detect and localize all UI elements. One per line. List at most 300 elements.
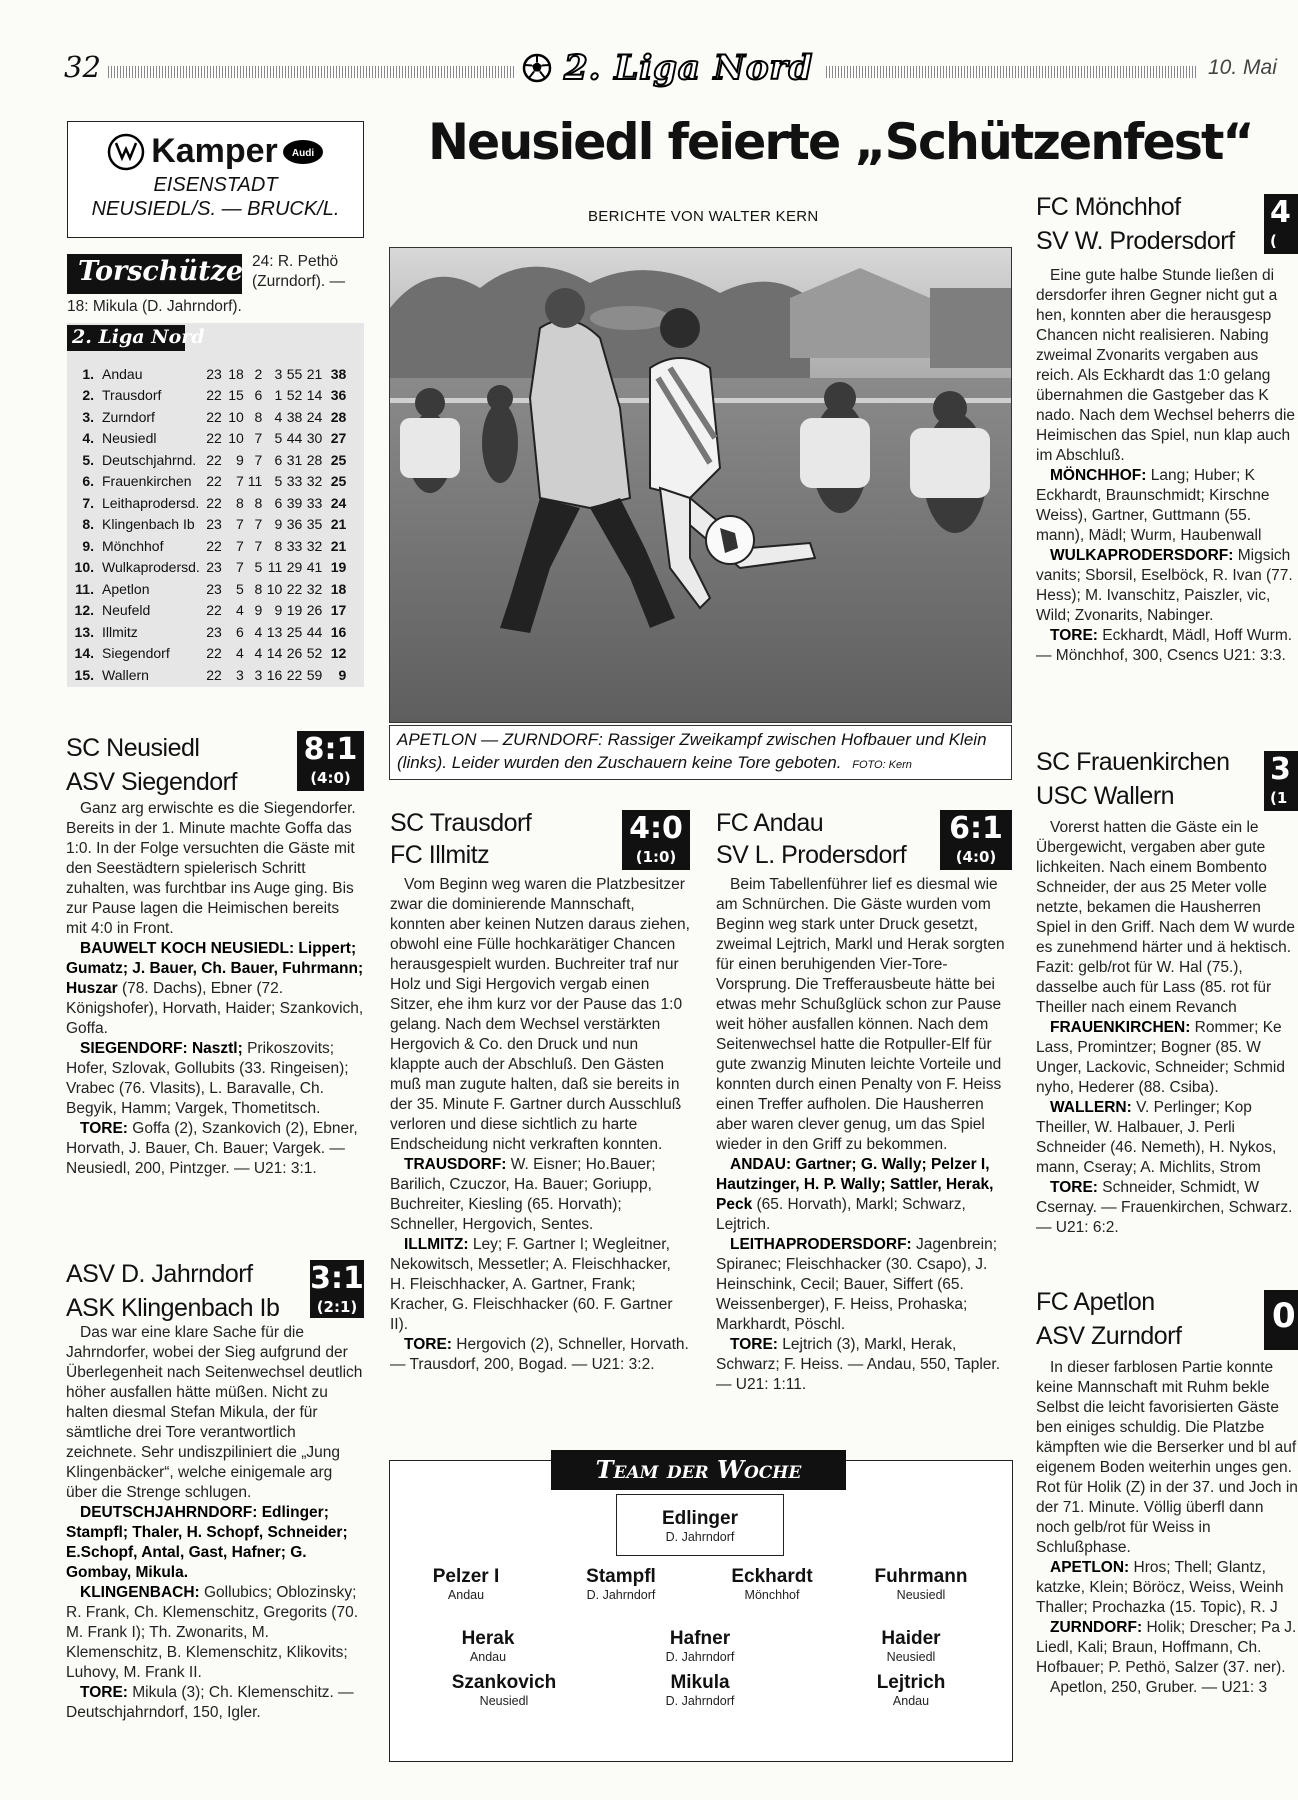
standings-row — [72, 557, 348, 579]
report-apetlon — [1036, 1358, 1298, 1698]
totw-player-10 — [634, 1672, 766, 1709]
report-lead: ZURNDORF: — [1050, 1619, 1143, 1636]
stat-cell: 11 — [247, 473, 263, 490]
totw-player-name: Szankovich — [451, 1672, 557, 1693]
totw-player-1 — [616, 1508, 784, 1545]
match-jahrndorf-home: ASV D. Jahrndorf — [66, 1260, 253, 1288]
standings-row — [72, 385, 348, 407]
score-box-frauenkirchen — [1264, 751, 1298, 811]
report-lead: ANDAU: Gartner; G. Wally; Pelzer I, Hautzinger, H. P. Wally; Sattler, Herak, Peck — [716, 1156, 994, 1213]
stat-cell: 30 — [306, 430, 323, 447]
report-lead: WALLERN: — [1050, 1099, 1132, 1116]
report-lead: ILLMITZ: — [404, 1236, 469, 1253]
scorers-line-2: 18: Mikula (D. Jahrndorf). — [67, 298, 242, 315]
team-cell: Neufeld — [102, 602, 151, 619]
rank-cell: 4. — [82, 430, 94, 447]
report-paragraph — [390, 1155, 690, 1235]
score-box-apetlon — [1264, 1290, 1298, 1350]
match-apetlon-home: FC Apetlon — [1036, 1288, 1155, 1316]
stat-cell: 8 — [274, 537, 283, 554]
stat-cell: 44 — [306, 623, 323, 640]
report-paragraph — [66, 799, 364, 939]
points-cell: 16 — [330, 623, 347, 640]
header-rule-right — [826, 66, 1196, 78]
report-lead: TORE: — [1050, 1179, 1098, 1196]
stat-cell: 5 — [274, 473, 283, 490]
totw-player-name: Pelzer I — [432, 1566, 500, 1587]
stat-cell: 7 — [254, 430, 263, 447]
report-paragraph — [66, 1683, 364, 1723]
team-cell: Apetlon — [102, 580, 150, 597]
rank-cell: 1. — [82, 365, 94, 382]
report-paragraph — [390, 1235, 690, 1335]
stat-cell: 11 — [267, 559, 283, 576]
score-jahrndorf: 3:1 — [310, 1261, 364, 1296]
team-cell: Andau — [102, 365, 143, 382]
report-paragraph — [1036, 626, 1298, 666]
match-trausdorf-home: SC Trausdorf — [390, 809, 532, 837]
stat-cell: 22 — [206, 537, 222, 554]
report-paragraph — [66, 1503, 364, 1583]
report-paragraph — [1036, 1678, 1298, 1698]
stat-cell: 6 — [274, 451, 283, 468]
totw-player-8 — [845, 1628, 977, 1665]
stat-cell: 21 — [306, 365, 323, 382]
stat-cell: 38 — [286, 408, 303, 425]
header-rule-left — [108, 66, 516, 78]
points-cell: 27 — [330, 430, 347, 447]
rank-cell: 11. — [75, 580, 94, 597]
section-title: 2. Liga Nord — [564, 48, 814, 88]
totw-player-club: D. Jahrndorf — [665, 1694, 735, 1708]
totw-player-club: D. Jahrndorf — [586, 1588, 656, 1602]
team-cell: Klingenbach Ib — [102, 516, 195, 533]
stat-cell: 4 — [236, 645, 244, 662]
report-paragraph — [1036, 546, 1298, 626]
stat-cell: 7 — [236, 516, 244, 533]
totw-player-name: Stampfl — [586, 1566, 656, 1587]
standings-row — [72, 535, 348, 557]
stat-cell: 26 — [306, 602, 323, 619]
section-logo — [522, 48, 813, 88]
kamper-ad — [67, 121, 364, 238]
points-cell: 21 — [330, 537, 347, 554]
points-cell: 19 — [330, 559, 347, 576]
points-cell: 12 — [330, 645, 347, 662]
photo-credit: FOTO: Kern — [852, 759, 912, 771]
score-box-andau — [940, 810, 1012, 870]
report-lead: TORE: — [1050, 627, 1098, 644]
stat-cell: 26 — [286, 645, 303, 662]
stat-cell: 33 — [306, 494, 323, 511]
stat-cell: 23 — [206, 580, 222, 597]
stat-cell: 7 — [254, 451, 263, 468]
stat-cell: 59 — [306, 666, 323, 683]
score-moenchhof: 4 — [1270, 195, 1291, 230]
rank-cell: 3. — [82, 408, 94, 425]
half-score-trausdorf: (1:0) — [635, 848, 677, 866]
rank-cell: 10. — [74, 559, 94, 576]
stat-cell: 4 — [274, 408, 283, 425]
report-neusiedl — [66, 799, 364, 1179]
totw-player-club: D. Jahrndorf — [665, 1650, 735, 1664]
stat-cell: 7 — [236, 473, 244, 490]
totw-player-name: Eckhardt — [731, 1566, 813, 1587]
report-paragraph — [716, 1155, 1013, 1235]
points-cell: 28 — [330, 408, 347, 425]
report-paragraph — [66, 1583, 364, 1683]
stat-cell: 41 — [306, 559, 323, 576]
rank-cell: 9. — [82, 537, 94, 554]
report-paragraph — [1036, 1358, 1298, 1558]
score-box-trausdorf — [622, 810, 690, 870]
stat-cell: 8 — [236, 494, 244, 511]
report-text: Schneider, Schmidt, W Csernay. — Frauenkirchen, Schwarz. — U21: 6:2. — [1036, 1179, 1293, 1236]
page-number: 32 — [64, 50, 101, 84]
totw-player-name: Edlinger — [661, 1508, 738, 1529]
report-trausdorf — [390, 875, 690, 1375]
stat-cell: 3 — [236, 666, 244, 683]
standings-row — [72, 664, 348, 686]
stat-cell: 23 — [206, 365, 222, 382]
half-score-moenchhof: ( — [1270, 232, 1277, 250]
photo-caption — [397, 728, 1007, 777]
report-text: Apetlon, 250, Gruber. — U21: 3 — [1050, 1679, 1268, 1696]
report-lead: TORE: — [80, 1684, 128, 1701]
byline: BERICHTE VON WALTER KERN — [588, 208, 819, 225]
match-andau-away: SV L. Prodersdorf — [716, 841, 907, 869]
stat-cell: 7 — [236, 537, 244, 554]
rank-cell: 7. — [82, 494, 94, 511]
report-text: W. Eisner; Ho.Bauer; Barilich, Czuczor, Ha. Bauer; Goriupp, Buchreiter, Kiesling (65. Horvath); Schneller, Hergovich, Sentes. — [390, 1156, 656, 1233]
stat-cell: 22 — [206, 408, 222, 425]
stat-cell: 3 — [274, 365, 283, 382]
points-cell: 21 — [330, 516, 347, 533]
team-of-week-title: Team der Woche — [595, 1455, 802, 1484]
score-frauenkirchen: 3 — [1270, 752, 1291, 787]
standings-row — [72, 363, 348, 385]
stat-cell: 4 — [254, 623, 263, 640]
report-text: Lang; Huber; K Eckhardt, Braunschmidt; Kirschne Weiss), Gartner, Guttmann (55. mann), Mädl; Wurm, Haubenwall — [1036, 467, 1270, 544]
team-cell: Trausdorf — [102, 387, 162, 404]
score-trausdorf: 4:0 — [629, 811, 683, 846]
stat-cell: 22 — [206, 494, 222, 511]
report-text: Hergovich (2), Schneller, Horvath. — Trausdorf, 200, Bogad. — U21: 3:2. — [390, 1336, 689, 1373]
totw-player-3 — [555, 1566, 687, 1603]
stat-cell: 24 — [306, 408, 323, 425]
stat-cell: 9 — [236, 451, 244, 468]
standings-row — [72, 449, 348, 471]
report-paragraph — [1036, 1558, 1298, 1618]
score-neusiedl: 8:1 — [303, 732, 358, 767]
stat-cell: 39 — [286, 494, 303, 511]
report-text: Beim Tabellenführer lief es diesmal wie am Schnürchen. Die Gäste wurden vom Beginn weg stark unter Druck gesetzt, zweimal Lejtrich, Markl und Herak sorgten für einen beruhigenden Vier-Tore-Vorsprung. Die Trefferausbeute hätte bei etwas mehr Schußglück schon zur Pause weit höher ausfallen können. Nach dem Seitenwechsel hatte die Rotpuller-Elf für gute zwanzig Minuten leichte Vorteile und konnten durch einen Penalty von F. Heiss einen Treffer aufholen. Die Hausherren aber waren clever genug, um das Spiel wieder in den Griff zu bekommen. — [716, 876, 1005, 1153]
rank-cell: 6. — [82, 473, 94, 490]
totw-player-club: Neusiedl — [479, 1694, 529, 1708]
stat-cell: 22 — [206, 645, 222, 662]
match-frauenkirchen-away: USC Wallern — [1036, 782, 1175, 810]
report-lead: FRAUENKIRCHEN: — [1050, 1019, 1191, 1036]
scorers-title: Torschützen — [78, 256, 263, 287]
standings-row — [72, 578, 348, 600]
stat-cell: 14 — [306, 387, 323, 404]
report-paragraph — [1036, 466, 1298, 546]
right-column — [1030, 190, 1298, 1800]
report-jahrndorf — [66, 1323, 364, 1723]
stat-cell: 22 — [286, 666, 303, 683]
stat-cell: 4 — [236, 602, 244, 619]
vw-logo-icon — [107, 133, 145, 171]
stat-cell: 33 — [286, 537, 303, 554]
report-frauenkirchen — [1036, 818, 1298, 1238]
report-text: Eine gute halbe Stunde ließen di dersdorfer ihren Gegner nicht gut a hen, konnten aber die herausgesp Chancen nicht realisieren. Nabing zweimal Zvonarits vergaben aus reich. Als Eckhardt das 1:0 gelang übernahmen die Gastgeber das K nado. Nach dem Wechsel beherrs die Heimischen das Spiel, nun klap auch im Abschluß. — [1036, 267, 1296, 464]
totw-player-club: Andau — [892, 1694, 930, 1708]
report-paragraph — [1036, 1018, 1298, 1098]
report-paragraph — [66, 939, 364, 1039]
stat-cell: 7 — [254, 537, 263, 554]
totw-player-club: Neusiedl — [886, 1650, 936, 1664]
report-lead: APETLON: — [1050, 1559, 1130, 1576]
stat-cell: 29 — [286, 559, 303, 576]
match-moenchhof-home: FC Mönchhof — [1036, 193, 1181, 221]
report-lead: BAUWELT KOCH NEUSIEDL: Lippert; Gumatz; J. Bauer, Ch. Bauer, Fuhrmann; Huszar — [66, 940, 364, 997]
stat-cell: 7 — [236, 559, 244, 576]
totw-player-club: Andau — [447, 1588, 485, 1602]
stat-cell: 9 — [274, 602, 283, 619]
stat-cell: 10 — [228, 408, 244, 425]
totw-player-name: Hafner — [669, 1628, 731, 1649]
stat-cell: 52 — [286, 387, 303, 404]
points-cell: 25 — [330, 451, 347, 468]
points-cell: 9 — [338, 666, 347, 683]
report-paragraph — [716, 1335, 1013, 1395]
totw-player-club: Andau — [469, 1650, 507, 1664]
stat-cell: 9 — [274, 516, 283, 533]
match-frauenkirchen-home: SC Frauenkirchen — [1036, 748, 1230, 776]
totw-player-5 — [855, 1566, 987, 1603]
report-text: Holik; Drescher; Pa J. Liedl, Kali; Braun, Hoffmann, Ch. Hofbauer; P. Pethö, Salzer (37. ner). — [1036, 1619, 1297, 1676]
points-cell: 18 — [330, 580, 347, 597]
report-text: Ganz arg erwischte es die Siegendorfer. Bereits in der 1. Minute machte Goffa das 1:0. In der Folge versuchten die Gäste mit den Seestädtern spielerisch Schritt zuhalten, was furchtbar ins Auge ging. Bis zur Pause lagen die Heimischen bereits mit 4:0 in Front. — [66, 800, 356, 937]
report-moenchhof — [1036, 266, 1298, 666]
standings-row — [72, 600, 348, 622]
stat-cell: 15 — [228, 387, 244, 404]
totw-player-7 — [634, 1628, 766, 1665]
score-box-neusiedl — [297, 731, 364, 791]
team-cell: Frauenkirchen — [102, 473, 192, 490]
report-paragraph — [1036, 1618, 1298, 1678]
report-lead: TORE: — [404, 1336, 452, 1353]
report-paragraph — [390, 1335, 690, 1375]
report-text: V. Perlinger; Kop Theiller, W. Halbauer, J. Perli Schneider (46. Nemeth), H. Nykos, mann, Cseray; A. Michlits, Strom — [1036, 1099, 1277, 1176]
team-cell: Deutschjahrnd. — [102, 451, 197, 468]
standings-table-wrap — [72, 363, 362, 686]
ad-location-2: NEUSIEDL/S. — BRUCK/L. — [91, 198, 340, 220]
soccer-ball-icon — [522, 53, 552, 83]
stat-cell: 23 — [206, 623, 222, 640]
team-cell: Illmitz — [102, 623, 138, 640]
standings-row — [72, 514, 348, 536]
half-score-andau: (4:0) — [955, 848, 997, 866]
half-score-jahrndorf: (2:1) — [316, 1298, 358, 1316]
stat-cell: 22 — [206, 451, 222, 468]
totw-player-4 — [706, 1566, 838, 1603]
points-cell: 38 — [330, 365, 347, 382]
stat-cell: 6 — [274, 494, 283, 511]
report-text: Vom Beginn weg waren die Platzbesitzer zwar die dominierende Mannschaft, konnten aber keinen Nutzen daraus ziehen, obwohl eine Fülle hochkarätiger Chancen herausgespielt wurden. Buchreiter traf nur Holz und Sigi Hergovich vergab einen Sitzer, ehe ihm kurz vor der Pause das 1:0 gelang. Nach dem Wechsel verstärkten Hergovich & Co. den Druck und nun klappte auch der Abschluß. Den Gästen muß man zugute halten, daß sie bereits in der 35. Minute F. Gartner durch Ausschluß verloren und diese sichtlich zu harte Endscheidung nicht verkraften konnten. — [390, 876, 690, 1153]
report-text: Rommer; Ke Lass, Promintzer; Bogner (85. W Unger, Lackovic, Schneider; Schmid nyho, Hederer (88. Csiba). — [1036, 1019, 1285, 1096]
rank-cell: 15. — [74, 666, 94, 683]
ad-location-1: EISENSTADT — [153, 174, 278, 196]
stat-cell: 9 — [254, 602, 263, 619]
match-jahrndorf-away: ASK Klingenbach Ib — [66, 1294, 280, 1322]
report-text: Gollubics; Oblozinsky; R. Frank, Ch. Klemenschitz, Gregorits (70. M. Frank I); Th. Zwonarits, M. Klemenschitz, B. Klemenschitz, Klikovits; Luhovy, M. Frank II. — [66, 1584, 359, 1681]
stat-cell: 25 — [286, 623, 303, 640]
match-moenchhof-away: SV W. Prodersdorf — [1036, 227, 1235, 255]
report-text: Mikula (3); Ch. Klemenschitz. — Deutschjahrndorf, 150, Igler. — [66, 1684, 354, 1721]
stat-cell: 35 — [306, 516, 323, 533]
stat-cell: 18 — [228, 365, 244, 382]
stat-cell: 32 — [306, 473, 323, 490]
totw-player-club: Neusiedl — [896, 1588, 946, 1602]
score-andau: 6:1 — [949, 811, 1003, 846]
report-paragraph — [1036, 818, 1298, 1018]
report-text: Das war eine klare Sache für die Jahrndorfer, wobei der Sieg aufgrund der Überlegenheit nach Seitenwechsel deutlich höher ausfallen hätte müßen. Nicht zu halten diesmal Stefan Mikula, der für sämtliche drei Tore verantwortlich zeichnete. Sehr undiszpiliniert die „Jung Klingenbäcker“, welche einigemale arg über die Strenge schlugen. — [66, 1324, 363, 1501]
stat-cell: 4 — [254, 645, 263, 662]
report-lead: TORE: — [730, 1336, 778, 1353]
standings-row — [72, 643, 348, 665]
report-text: Jagenbrein; Spiranec; Fleischhacker (30. Csapo), J. Heinschink, Cecil; Bauer, Siffert (65. Weissenberger), F. Heiss, Prohaska; Markhardt, Pöschl. — [716, 1236, 998, 1333]
report-andau — [716, 875, 1013, 1395]
report-text: (65. Horvath), Markl; Schwarz, Lejtrich. — [716, 1196, 966, 1233]
stat-cell: 23 — [206, 559, 222, 576]
header-date: 10. Mai — [1208, 56, 1277, 79]
half-score-neusiedl: (4:0) — [310, 769, 351, 787]
report-paragraph — [716, 1235, 1013, 1335]
stat-cell: 14 — [266, 645, 283, 662]
score-box-moenchhof — [1264, 194, 1298, 254]
totw-player-6 — [422, 1628, 554, 1665]
report-text: Eckhardt, Mädl, Hoff Wurm. — Mönchhof, 300, Csencs U21: 3:3. — [1036, 627, 1293, 664]
points-cell: 25 — [330, 473, 347, 490]
totw-player-name: Fuhrmann — [874, 1566, 968, 1587]
stat-cell: 5 — [236, 580, 244, 597]
totw-player-name: Lejtrich — [876, 1672, 946, 1693]
points-cell: 36 — [330, 387, 347, 404]
stat-cell: 22 — [206, 666, 222, 683]
standings-row — [72, 471, 348, 493]
stat-cell: 22 — [286, 580, 303, 597]
totw-player-name: Herak — [461, 1628, 515, 1649]
standings-table — [72, 363, 348, 686]
totw-player-9 — [434, 1672, 574, 1709]
stat-cell: 5 — [274, 430, 283, 447]
report-text: Lejtrich (3), Markl, Herak, Schwarz; F. Heiss. — Andau, 550, Tapler. — U21: 1:11. — [716, 1336, 1001, 1393]
stat-cell: 22 — [206, 473, 222, 490]
stat-cell: 3 — [254, 666, 263, 683]
rank-cell: 2. — [82, 387, 94, 404]
half-score-frauenkirchen: (1 — [1270, 789, 1288, 807]
stat-cell: 6 — [254, 387, 263, 404]
stat-cell: 28 — [306, 451, 323, 468]
match-trausdorf-away: FC Illmitz — [390, 841, 490, 869]
standings-row — [72, 428, 348, 450]
report-paragraph — [66, 1119, 364, 1179]
stat-cell: 22 — [206, 430, 222, 447]
stat-cell: 36 — [286, 516, 303, 533]
stat-cell: 10 — [266, 580, 283, 597]
stat-cell: 31 — [286, 451, 303, 468]
team-cell: Wulkaprodersd. — [102, 559, 200, 576]
report-paragraph — [66, 1039, 364, 1119]
match-apetlon-away: ASV Zurndorf — [1036, 1322, 1182, 1350]
stat-cell: 23 — [206, 516, 222, 533]
report-paragraph — [1036, 266, 1298, 466]
report-lead: WULKAPRODERSDORF: — [1050, 547, 1234, 564]
report-text: Migsich vanits; Sborsil, Eselböck, R. Ivan (77. Hess); M. Ivanschitz, Paiszler, vic, Wild; Zvonarits, Nabinger. — [1036, 547, 1293, 624]
team-cell: Mönchhof — [102, 537, 164, 554]
report-lead: SIEGENDORF: Nasztl; — [80, 1040, 243, 1057]
score-apetlon: 0 — [1272, 1296, 1296, 1336]
stat-cell: 32 — [306, 580, 323, 597]
stat-cell: 33 — [286, 473, 303, 490]
report-lead: LEITHAPRODERSDORF: — [730, 1236, 912, 1253]
report-paragraph — [66, 1323, 364, 1503]
stat-cell: 16 — [266, 666, 283, 683]
standings-row — [72, 406, 348, 428]
stat-cell: 44 — [286, 430, 303, 447]
report-text: Hros; Thell; Glantz, katzke, Klein; Böröcz, Weiss, Weinh Thaller; Prochazka (15. Topic), R. J — [1036, 1559, 1284, 1616]
stat-cell: 52 — [306, 645, 323, 662]
totw-player-name: Haider — [881, 1628, 941, 1649]
team-cell: Zurndorf — [102, 408, 155, 425]
stat-cell: 22 — [206, 387, 222, 404]
report-lead: TRAUSDORF: — [404, 1156, 507, 1173]
stat-cell: 32 — [306, 537, 323, 554]
report-paragraph — [1036, 1178, 1298, 1238]
standings-row — [72, 492, 348, 514]
totw-player-name: Mikula — [670, 1672, 730, 1693]
match-neusiedl-away: ASV Siegendorf — [66, 768, 237, 796]
stat-cell: 2 — [254, 365, 263, 382]
stat-cell: 1 — [274, 387, 283, 404]
svg-text:Audi: Audi — [291, 147, 314, 159]
totw-player-11 — [845, 1672, 977, 1709]
report-text: In dieser farblosen Partie konnte keine Mannschaft mit Ruhm bekle Selbst die leicht favorisierten Gäste ben einiges schuldig. Die Platzbe kämpften wie die Berserker und bl auf eigenem Boden weiterhin unges gen. Rot für Holik (Z) in der 37. und Joch in der 71. Minute. Völlig überfl dann noch gelb/rot für Weiss in Schlußphase. — [1036, 1359, 1298, 1556]
team-cell: Leithaprodersd. — [102, 494, 200, 511]
report-paragraph — [390, 875, 690, 1155]
points-cell: 24 — [330, 494, 347, 511]
report-text: (78. Dachs), Ebner (72. Königshofer), Horvath, Haider; Szankovich, Goffa. — [66, 980, 364, 1037]
report-text: Ley; F. Gartner I; Wegleitner, Nekowitsch, Messetler; A. Fleischhacker, H. Fleischhacker, A. Gartner, Frank; Kracher, G. Fleischhacker (60. F. Gartner II). — [390, 1236, 673, 1333]
rank-cell: 5. — [82, 451, 94, 468]
report-paragraph — [716, 875, 1013, 1155]
audi-logo-icon — [282, 139, 324, 165]
totw-player-club: Mönchhof — [744, 1588, 800, 1602]
photo-caption-text: APETLON — ZURNDORF: Rassiger Zweikampf zwischen Hofbauer und Klein (links). Leider wurden den Zuschauern keine Tore geboten. — [397, 730, 987, 772]
points-cell: 17 — [330, 602, 347, 619]
stat-cell: 13 — [266, 623, 283, 640]
report-text: Prikoszovits; Hofer, Szlovak, Gollubits (33. Ringeisen); Vrabec (76. Vlasits), L. Baravalle, Ch. Begyik, Hamm; Vargek, Thometitsch. — [66, 1040, 349, 1117]
stat-cell: 19 — [286, 602, 303, 619]
totw-player-2 — [400, 1566, 532, 1603]
report-lead: KLINGENBACH: — [80, 1584, 200, 1601]
team-cell: Siegendorf — [102, 645, 170, 662]
stat-cell: 55 — [286, 365, 303, 382]
stat-cell: 8 — [254, 408, 263, 425]
report-text: Goffa (2), Szankovich (2), Ebner, Horvath, J. Bauer, Ch. Bauer; Vargek. — Neusiedl, 200, Pintzger. — U21: 3:1. — [66, 1120, 358, 1177]
report-lead: TORE: — [80, 1120, 128, 1137]
